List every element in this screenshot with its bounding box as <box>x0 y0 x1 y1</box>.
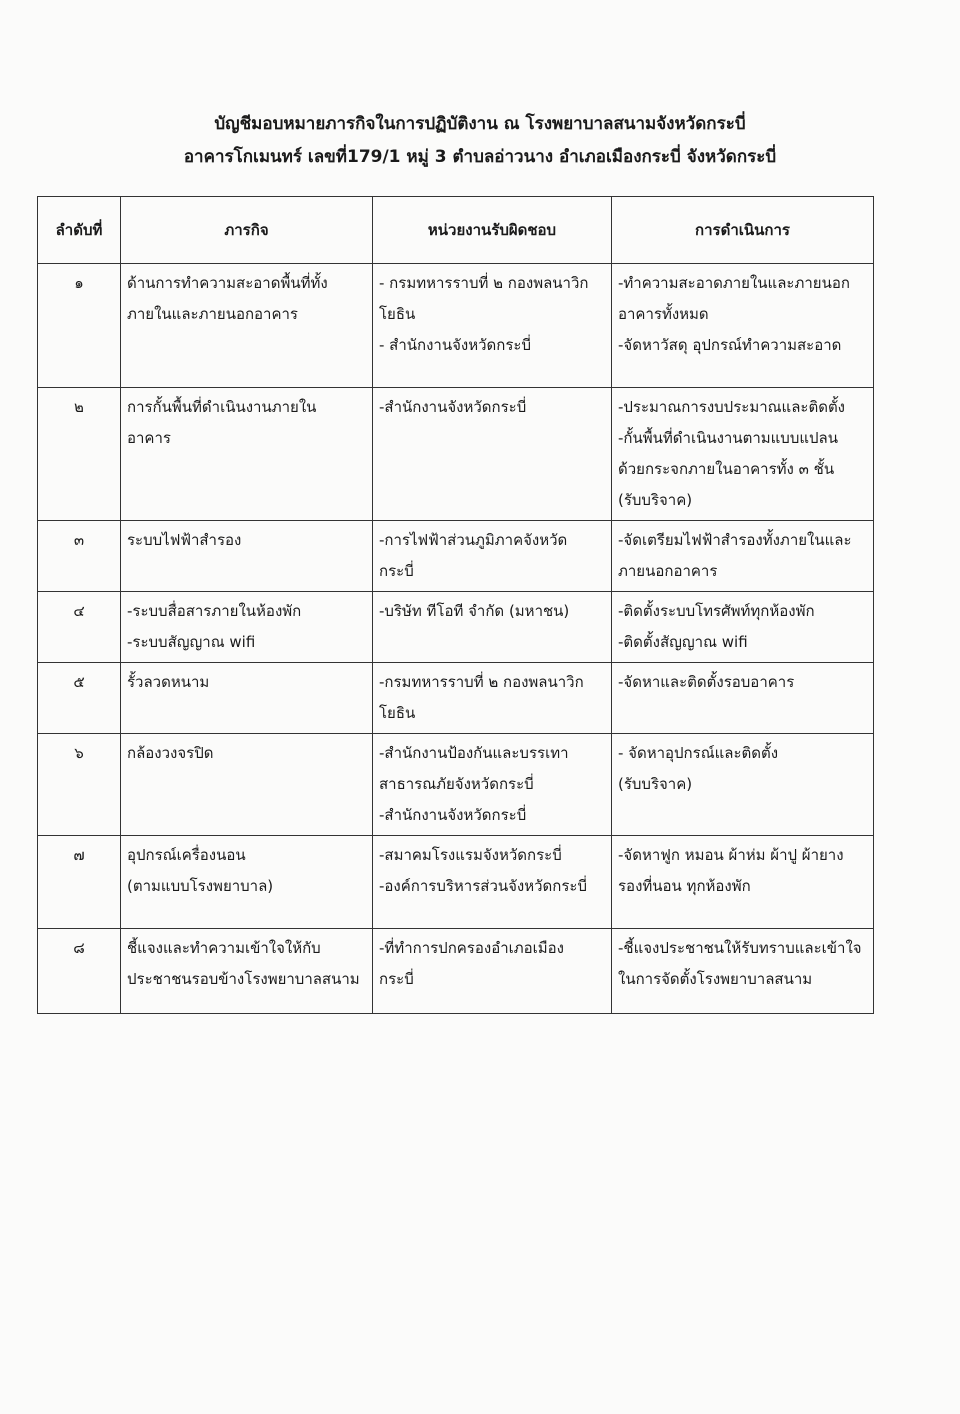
row-number: ๖ <box>38 734 121 836</box>
cell-agency <box>373 521 612 592</box>
table-header-row <box>38 197 874 264</box>
cell-mission <box>121 734 373 836</box>
cell-agency <box>373 264 612 388</box>
mission-line: รั้วลวดหนาม <box>127 673 210 691</box>
header-agency: หน่วยงานรับผิดชอบ <box>373 197 612 264</box>
agency-line: กระบี่ <box>379 562 414 580</box>
row-number: ๑ <box>38 264 121 388</box>
cell-mission <box>121 929 373 1014</box>
table-row <box>38 521 874 592</box>
cell-agency <box>373 734 612 836</box>
table-row <box>38 592 874 663</box>
table-row <box>38 264 874 388</box>
row-number: ๔ <box>38 592 121 663</box>
cell-action <box>612 521 874 592</box>
cell-action <box>612 264 874 388</box>
agency-line: -การไฟฟ้าส่วนภูมิภาคจังหวัด <box>379 531 568 549</box>
mission-line: ภายในและภายนอกอาคาร <box>127 305 298 323</box>
agency-line: -กรมทหารราบที่ ๒ กองพลนาวิก <box>379 673 584 691</box>
mission-line: ประชาชนรอบข้างโรงพยาบาลสนาม <box>127 970 360 988</box>
action-line: -ประมาณการงบประมาณและติดตั้ง <box>618 398 846 416</box>
action-line: (รับบริจาค) <box>618 491 693 509</box>
cell-mission <box>121 592 373 663</box>
table-row <box>38 388 874 521</box>
cell-agency <box>373 592 612 663</box>
mission-line: อุปกรณ์เครื่องนอน <box>127 846 246 864</box>
agency-line: -สำนักงานจังหวัดกระบี่ <box>379 398 527 416</box>
agency-line: โยธิน <box>379 305 416 323</box>
action-line: -ทำความสะอาดภายในและภายนอก <box>618 274 850 292</box>
row-number: ๒ <box>38 388 121 521</box>
header-action: การดำเนินการ <box>612 197 874 264</box>
header-mission: ภารกิจ <box>121 197 373 264</box>
mission-line: -ระบบสื่อสารภายในห้องพัก <box>127 602 302 620</box>
action-line: -จัดหาฟูก หมอน ผ้าห่ม ผ้าปู ผ้ายาง <box>618 846 844 864</box>
agency-line: สาธารณภัยจังหวัดกระบี่ <box>379 775 534 793</box>
agency-line: -องค์การบริหารส่วนจังหวัดกระบี่ <box>379 877 588 895</box>
action-line: -กั้นพื้นที่ดำเนินงานตามแบบแปลน <box>618 429 838 447</box>
action-line: ด้วยกระจกภายในอาคารทั้ง ๓ ชั้น <box>618 460 835 478</box>
action-line: -จัดเตรียมไฟฟ้าสำรองทั้งภายในและ <box>618 531 852 549</box>
agency-line: -สำนักงานจังหวัดกระบี่ <box>379 806 527 824</box>
mission-line: การกั้นพื้นที่ดำเนินงานภายใน <box>127 398 317 416</box>
mission-line: (ตามแบบโรงพยาบาล) <box>127 877 274 895</box>
cell-mission <box>121 388 373 521</box>
cell-agency <box>373 929 612 1014</box>
row-number: ๘ <box>38 929 121 1014</box>
action-line: ภายนอกอาคาร <box>618 562 718 580</box>
cell-agency <box>373 836 612 929</box>
table-row <box>38 836 874 929</box>
agency-line: กระบี่ <box>379 970 414 988</box>
row-number: ๕ <box>38 663 121 734</box>
row-number: ๗ <box>38 836 121 929</box>
table-row <box>38 663 874 734</box>
agency-line: - กรมทหารราบที่ ๒ กองพลนาวิก <box>379 274 589 292</box>
table-row <box>38 929 874 1014</box>
agency-line: - สำนักงานจังหวัดกระบี่ <box>379 336 531 354</box>
cell-action <box>612 836 874 929</box>
agency-line: -ที่ทำการปกครองอำเภอเมือง <box>379 939 565 957</box>
cell-action <box>612 592 874 663</box>
cell-mission <box>121 663 373 734</box>
mission-line: ชี้แจงและทำความเข้าใจให้กับ <box>127 939 321 957</box>
agency-line: -บริษัท ทีโอที จำกัด (มหาชน) <box>379 602 570 620</box>
mission-line: อาคาร <box>127 429 171 447</box>
row-number: ๓ <box>38 521 121 592</box>
document-title: บัญชีมอบหมายภารกิจในการปฏิบัติงาน ณ โรงพยาบาลสนามจังหวัดกระบี่ <box>214 114 746 134</box>
document-subtitle: อาคารโกเมนทร์ เลขที่179/1 หมู่ 3 ตำบลอ่าวนาง อำเภอเมืองกระบี่ จังหวัดกระบี่ <box>183 147 777 167</box>
assignment-table <box>37 196 874 1014</box>
cell-agency <box>373 388 612 521</box>
action-line: - จัดหาอุปกรณ์และติดตั้ง <box>618 744 779 762</box>
agency-line: -สำนักงานป้องกันและบรรเทา <box>379 744 569 762</box>
action-line: ในการจัดตั้งโรงพยาบาลสนาม <box>618 970 813 988</box>
cell-action <box>612 663 874 734</box>
action-line: (รับบริจาค) <box>618 775 693 793</box>
action-line: -ชี้แจงประชาชนให้รับทราบและเข้าใจ <box>618 939 862 957</box>
action-line: -ติดตั้งสัญญาณ wifi <box>618 633 748 651</box>
action-line: อาคารทั้งหมด <box>618 305 709 323</box>
cell-agency <box>373 663 612 734</box>
agency-line: -สมาคมโรงแรมจังหวัดกระบี่ <box>379 846 562 864</box>
cell-action <box>612 929 874 1014</box>
header-order: ลำดับที่ <box>38 197 121 264</box>
cell-action <box>612 734 874 836</box>
action-line: -จัดหาวัสดุ อุปกรณ์ทำความสะอาด <box>618 336 842 354</box>
mission-line: -ระบบสัญญาณ wifi <box>127 633 256 651</box>
action-line: -จัดหาและติดตั้งรอบอาคาร <box>618 673 795 691</box>
cell-mission <box>121 264 373 388</box>
action-line: -ติดตั้งระบบโทรศัพท์ทุกห้องพัก <box>618 602 815 620</box>
action-line: รองที่นอน ทุกห้องพัก <box>618 877 751 895</box>
mission-line: กล้องวงจรปิด <box>127 744 214 762</box>
table-row <box>38 734 874 836</box>
mission-line: ด้านการทำความสะอาดพื้นที่ทั้ง <box>127 274 328 292</box>
agency-line: โยธิน <box>379 704 416 722</box>
cell-mission <box>121 836 373 929</box>
mission-line: ระบบไฟฟ้าสำรอง <box>127 531 242 549</box>
cell-action <box>612 388 874 521</box>
cell-mission <box>121 521 373 592</box>
